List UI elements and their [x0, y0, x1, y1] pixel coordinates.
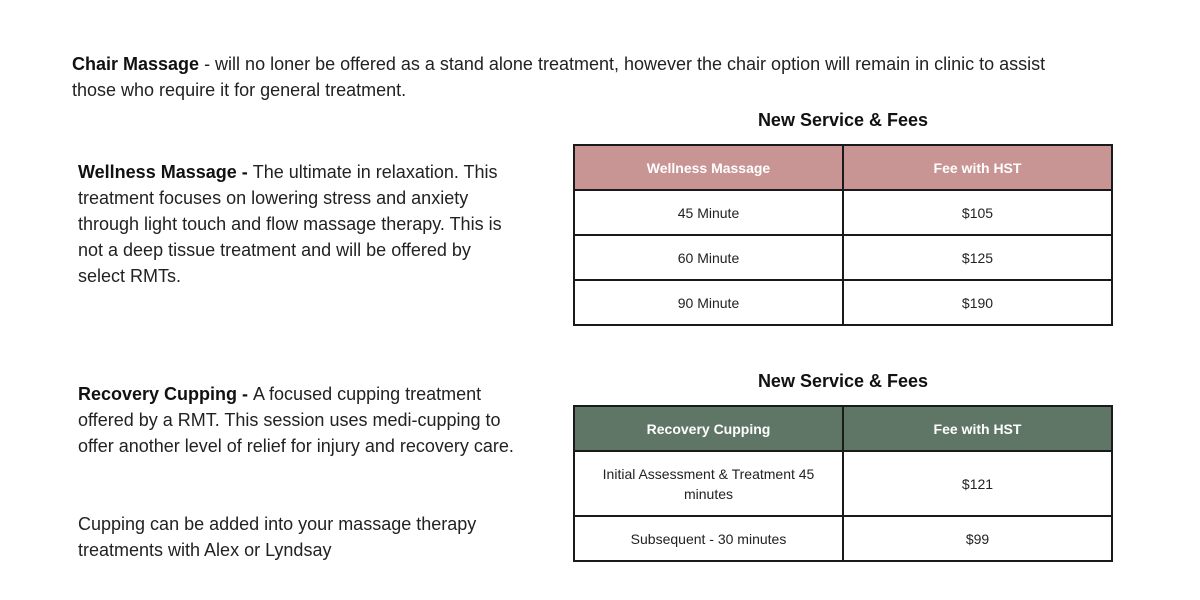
table-row [574, 235, 1112, 280]
table-header-service: Wellness Massage [574, 145, 843, 190]
recovery-cupping-paragraph [78, 381, 528, 459]
cupping-fee-table [573, 405, 1113, 562]
cupping-table-title: New Service & Fees [757, 371, 929, 391]
wellness-massage-paragraph [78, 159, 508, 289]
table-cell-service: Initial Assessment & Treatment 45 minutes [574, 451, 843, 516]
table-cell-service: 60 Minute [574, 235, 843, 280]
table-cell-service: Subsequent - 30 minutes [574, 516, 843, 561]
chair-massage-heading: Chair Massage [72, 54, 200, 74]
chair-massage-paragraph [72, 51, 1082, 103]
table-header-row [574, 145, 1112, 190]
table-cell-fee: $99 [843, 516, 1112, 561]
recovery-cupping-heading: Recovery Cupping - [78, 384, 254, 404]
table-cell-fee: $125 [843, 235, 1112, 280]
table-header-service: Recovery Cupping [574, 406, 843, 451]
table-cell-fee: $190 [843, 280, 1112, 325]
table-cell-fee: $121 [843, 451, 1112, 516]
table-row [574, 451, 1112, 516]
table-row [574, 190, 1112, 235]
table-row [574, 516, 1112, 561]
cupping-addon-note: Cupping can be added into your massage therapy treatments with Alex or Lyndsay [78, 514, 477, 560]
wellness-massage-heading: Wellness Massage - [78, 162, 253, 182]
table-header-fee: Fee with HST [843, 145, 1112, 190]
table-header-fee: Fee with HST [843, 406, 1112, 451]
wellness-table-title: New Service & Fees [757, 110, 929, 130]
table-row [574, 280, 1112, 325]
table-cell-service: 90 Minute [574, 280, 843, 325]
wellness-massage-text: The ultimate in relaxation. This treatment focuses on lowering stress and anxiety through light touch and flow massage therapy. This is not a deep tissue treatment and will be offered by select RMTs. [78, 162, 502, 286]
chair-massage-text: - will no loner be offered as a stand alone treatment, however the chair option will remain in clinic to assist those who require it for general treatment. [72, 54, 1046, 100]
table-header-row [574, 406, 1112, 451]
table-cell-fee: $105 [843, 190, 1112, 235]
recovery-cupping-text: A focused cupping treatment offered by a RMT. This session uses medi-cupping to offer another level of relief for injury and recovery care. [78, 384, 514, 456]
wellness-fee-table [573, 144, 1113, 326]
table-cell-service: 45 Minute [574, 190, 843, 235]
